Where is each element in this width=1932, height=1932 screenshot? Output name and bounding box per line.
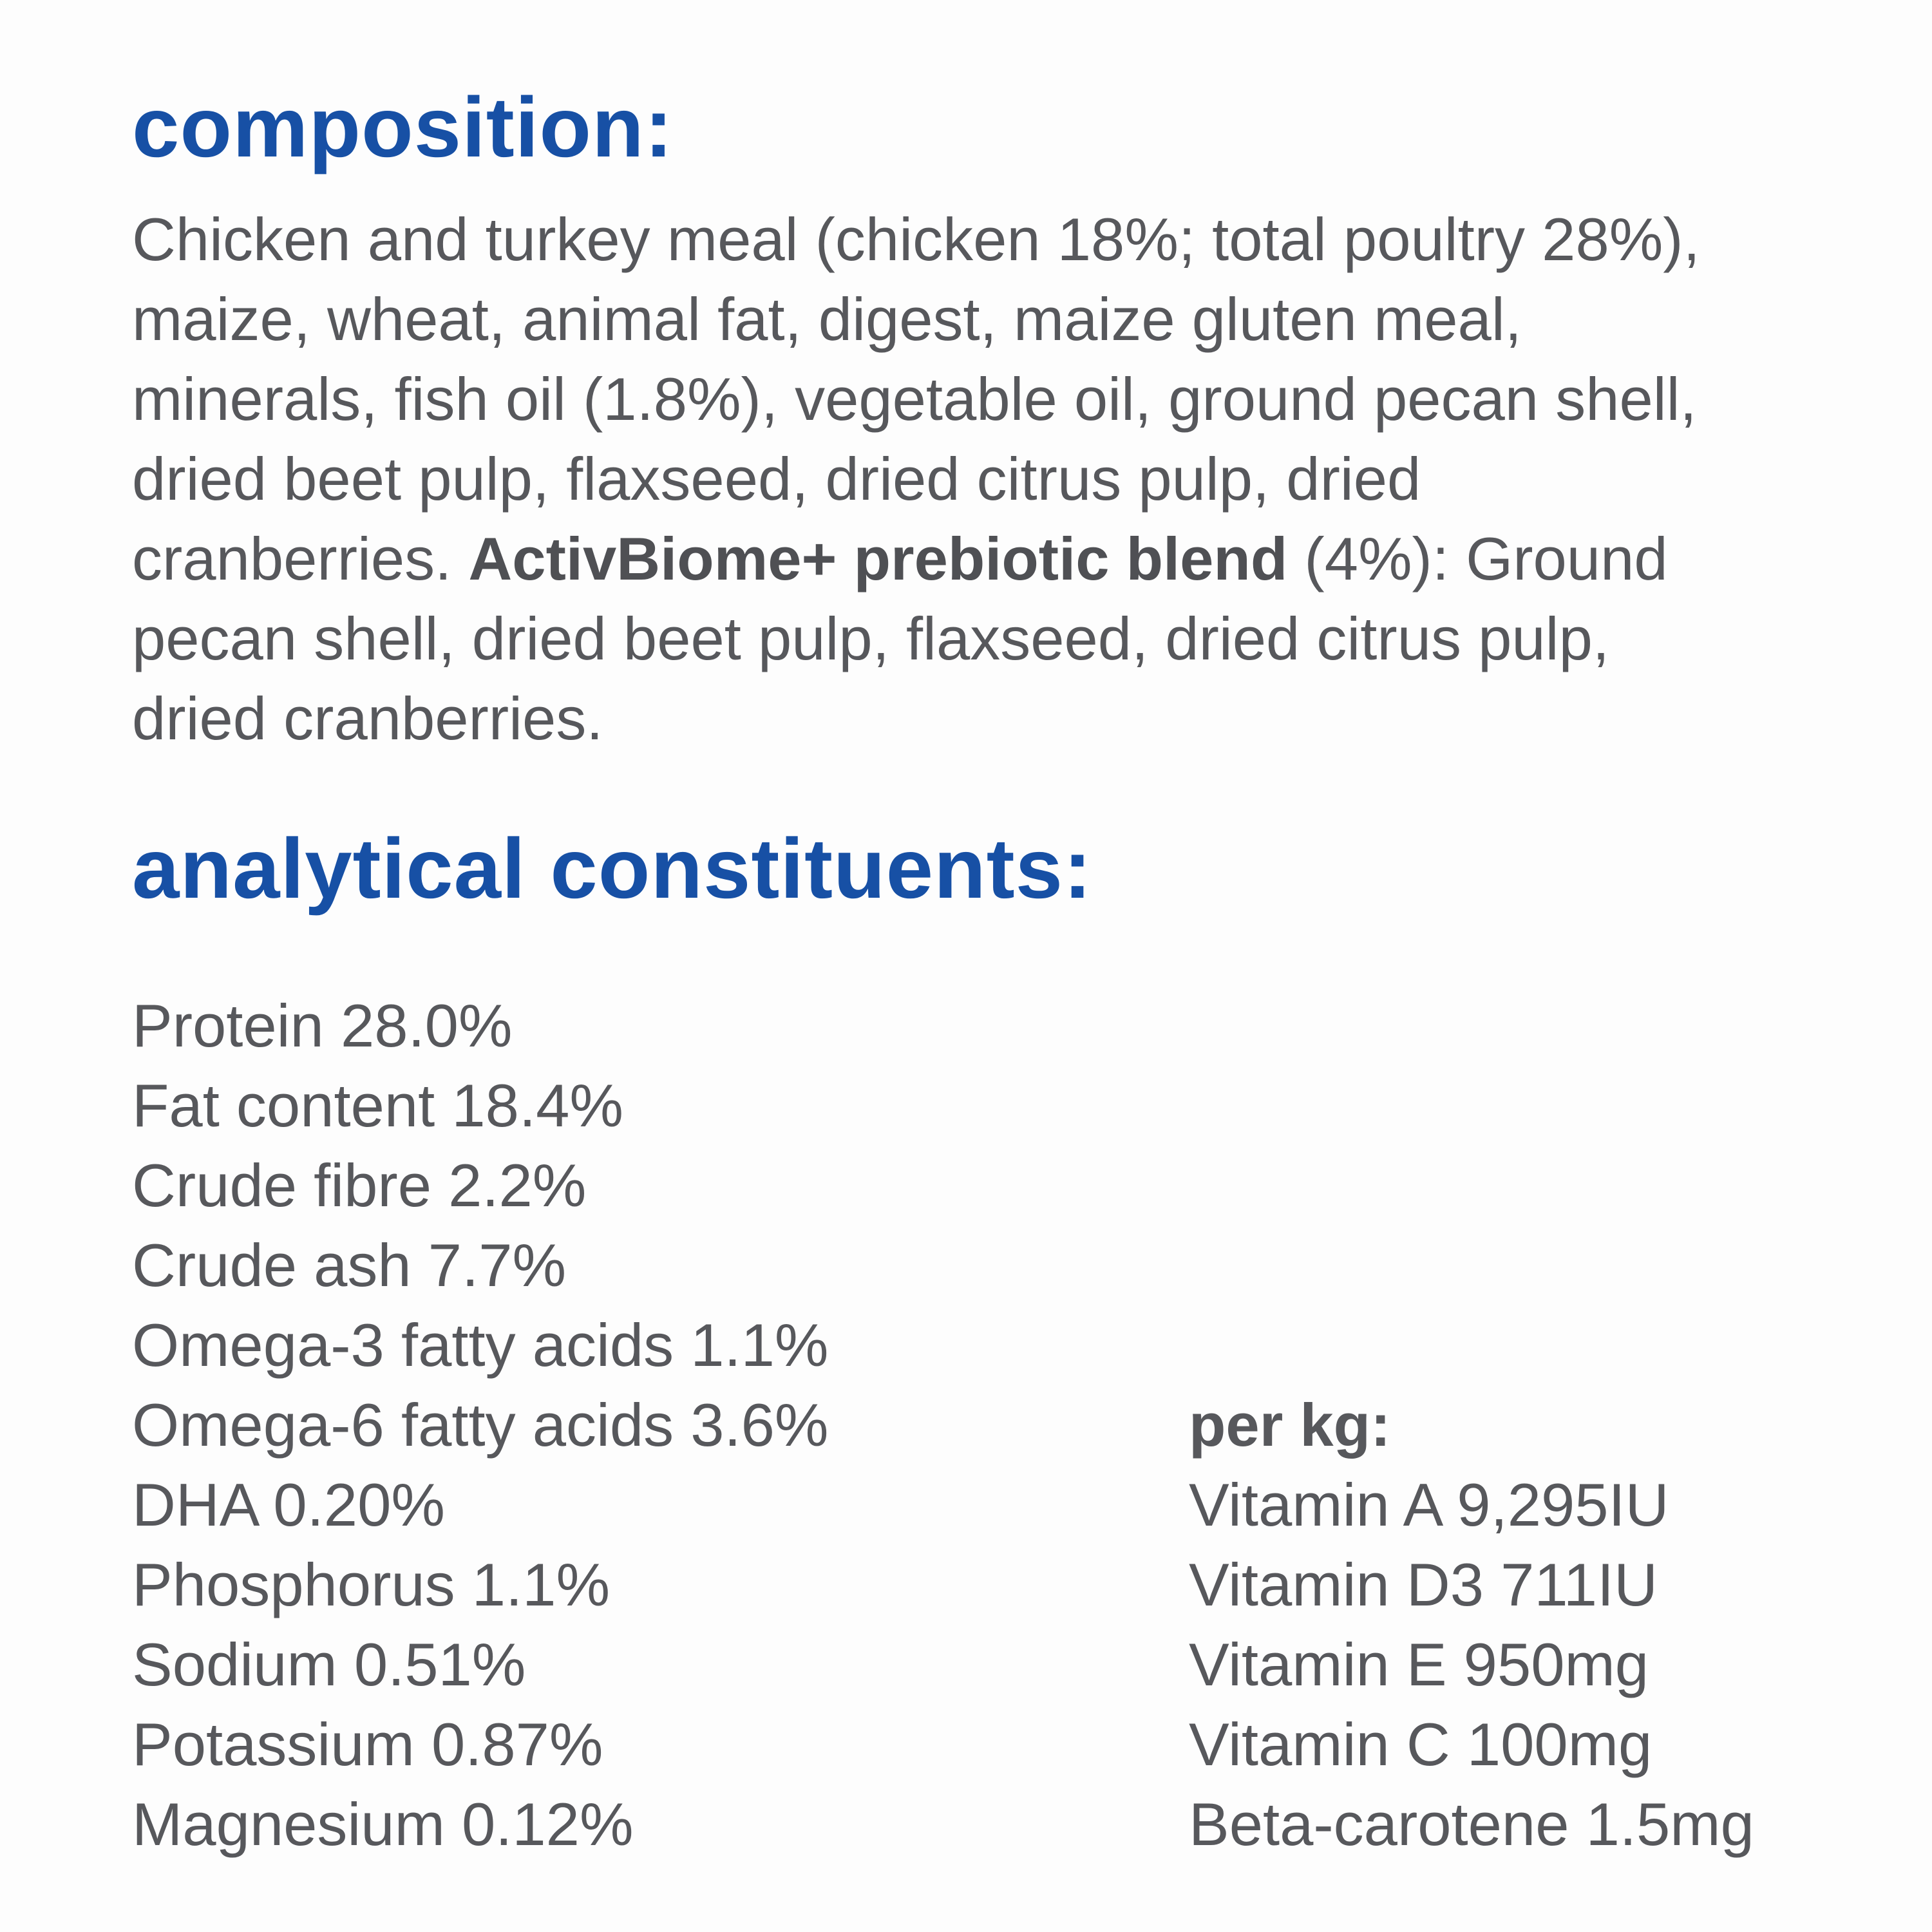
composition-heading: composition: (132, 80, 674, 175)
activbiome-bold-phrase: ActivBiome+ prebiotic blend (468, 525, 1288, 592)
paragraph-line: maize, wheat, animal fat, digest, maize gluten meal, (132, 285, 1522, 353)
analytical-item: Omega-6 fatty acids 3.6% (132, 1391, 829, 1459)
paragraph-line-with-bold (132, 519, 1855, 599)
paragraph-line: dried beet pulp, flaxseed, dried citrus pulp, dried (132, 445, 1421, 513)
per-kg-item: Vitamin D3 711IU (1189, 1551, 1658, 1618)
per-kg-column (1189, 1385, 1754, 1864)
analytical-item: Sodium 0.51% (132, 1631, 526, 1698)
analytical-heading: analytical constituents: (132, 821, 1093, 916)
per-kg-label: per kg: (1189, 1391, 1391, 1459)
analytical-item: Protein 28.0% (132, 992, 513, 1059)
per-kg-item: Vitamin C 100mg (1189, 1710, 1653, 1778)
paragraph-text: (4%): Ground (1287, 525, 1668, 592)
analytical-item: DHA 0.20% (132, 1471, 445, 1539)
per-kg-item: Beta-carotene 1.5mg (1189, 1790, 1754, 1858)
per-kg-item: Vitamin E 950mg (1189, 1631, 1649, 1698)
paragraph-line: pecan shell, dried beet pulp, flaxseed, dried citrus pulp, (132, 605, 1609, 672)
paragraph-line: dried cranberries. (132, 685, 603, 752)
analytical-list-area (132, 986, 1855, 1864)
analytical-item: Potassium 0.87% (132, 1710, 603, 1778)
composition-paragraph (132, 200, 1855, 759)
analytical-section (132, 815, 1855, 1864)
analytical-item: Fat content 18.4% (132, 1072, 623, 1139)
analytical-item: Phosphorus 1.1% (132, 1551, 611, 1618)
paragraph-text: cranberries. (132, 525, 469, 592)
analytical-item: Omega-3 fatty acids 1.1% (132, 1311, 829, 1379)
per-kg-item: Vitamin A 9,295IU (1189, 1471, 1669, 1539)
paragraph-line: minerals, fish oil (1.8%), vegetable oil, ground pecan shell, (132, 365, 1697, 433)
paragraph-line: Chicken and turkey meal (chicken 18%; total poultry 28%), (132, 205, 1700, 273)
analytical-item: Magnesium 0.12% (132, 1790, 634, 1858)
analytical-item: Crude ash 7.7% (132, 1231, 567, 1299)
composition-section (132, 74, 1855, 759)
analytical-item: Crude fibre 2.2% (132, 1151, 587, 1219)
